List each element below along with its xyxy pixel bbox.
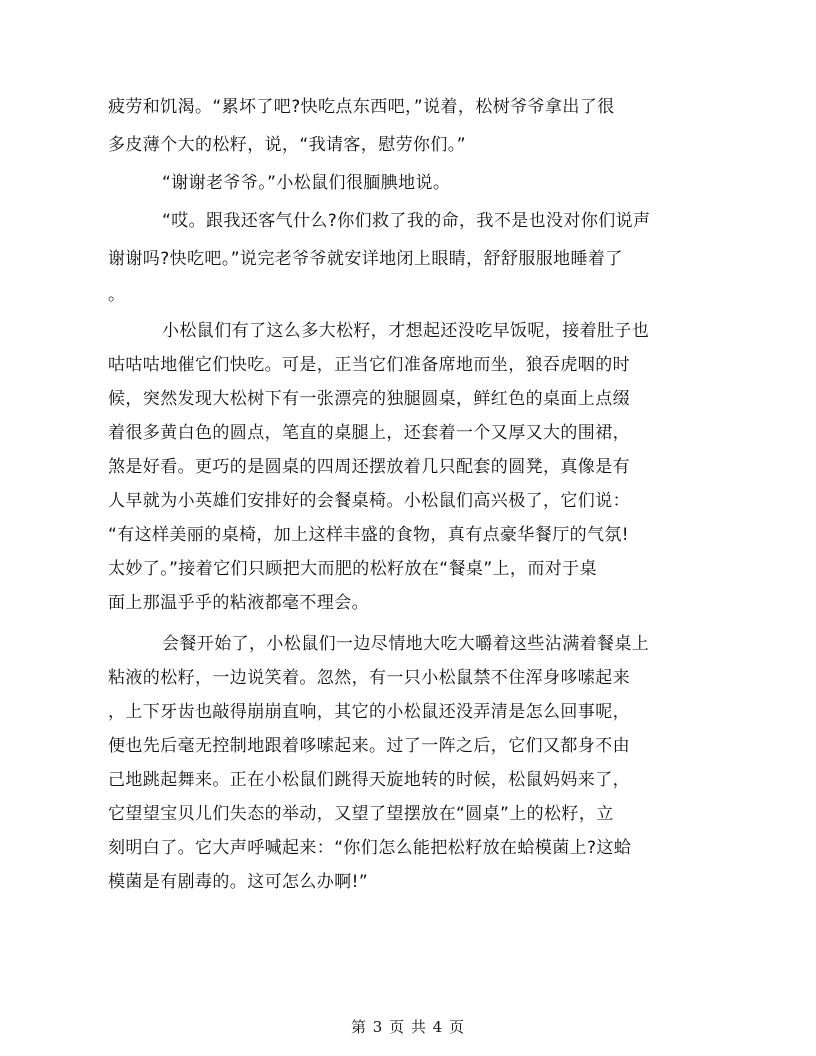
text-line: 刻明白了。它大声呼喊起来：“你们怎么能把松籽放在蛤模菌上?这蛤 [108,838,632,858]
text-line: 煞是好看。更巧的是圆桌的四周还摆放着几只配套的圆凳，真像是有 [108,457,630,477]
text-line: “谢谢老爷爷。”小松鼠们很腼腆地说。 [162,173,451,193]
text-line: 多皮薄个大的松籽，说，“我请客，慰劳你们。” [108,135,466,155]
page-number-footer: 第 3 页 共 4 页 [351,1018,465,1036]
text-line: 面上那温乎乎的粘液都毫不理会。 [108,593,369,613]
text-line: 小松鼠们有了这么多大松籽，才想起还没吃早饭呢，接着肚子也 [162,321,650,341]
text-line: 会餐开始了，小松鼠们一边尽情地大吃大嚼着这些沾满着餐桌上 [162,634,650,654]
text-line: 太妙了。”接着它们只顾把大而肥的松籽放在“餐桌”上，而对于桌 [108,559,597,579]
text-line: 着很多黄白色的圆点，笔直的桌腿上，还套着一个又厚又大的围裙， [108,423,630,443]
text-line: 便也先后毫无控制地跟着哆嗦起来。过了一阵之后，它们又都身不由 [108,736,630,756]
text-line: 谢谢吗?快吃吧。”说完老爷爷就安详地闭上眼睛，舒舒服服地睡着了 [108,249,623,269]
text-line: 咕咕咕地催它们快吃。可是，正当它们准备席地而坐，狼吞虎咽的时 [108,355,630,375]
text-line: 己地跳起舞来。正在小松鼠们跳得天旋地转的时候，松鼠妈妈来了， [108,770,630,790]
text-line: 它望望宝贝儿们失态的举动，又望了望摆放在“圆桌”上的松籽，立 [108,804,614,824]
text-line: “哎。跟我还客气什么?你们救了我的命，我不是也没对你们说声 [162,211,651,231]
text-line: 候，突然发现大松树下有一张漂亮的独腿圆桌，鲜红色的桌面上点缀 [108,389,630,409]
text-line: 疲劳和饥渴。“累坏了吧?快吃点东西吧，”说着，松树爷爷拿出了很 [108,97,615,117]
text-line: ，上下牙齿也敲得崩崩直响，其它的小松鼠还没弄清是怎么回事呢， [108,702,630,722]
text-line: 模菌是有剧毒的。这可怎么办啊!” [108,872,369,892]
text-line: 粘液的松籽，一边说笑着。忽然，有一只小松鼠禁不住浑身哆嗦起来 [108,668,630,688]
text-line: 人早就为小英雄们安排好的会餐桌椅。小松鼠们高兴极了，它们说： [108,491,630,511]
text-line: “有这样美丽的桌椅，加上这样丰盛的食物，真有点豪华餐厅的气氛! [108,525,630,545]
text-line: 。 [108,285,126,305]
